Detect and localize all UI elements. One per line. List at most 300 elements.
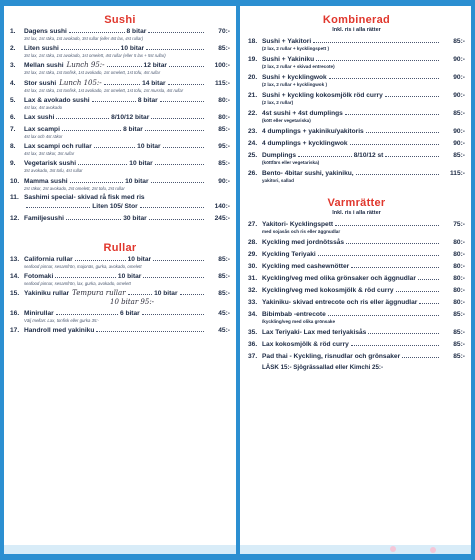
- item-portion: 30 bitar: [123, 214, 147, 222]
- handwritten-note: Tempura rullar: [72, 289, 126, 298]
- dot-leader: [66, 214, 121, 220]
- menu-item: [10, 309, 230, 323]
- menu-item: [248, 328, 465, 337]
- dot-leader: [26, 202, 90, 208]
- menu-item-line: [10, 96, 230, 105]
- item-number: 18.: [248, 38, 258, 45]
- menu-item: [10, 125, 230, 139]
- menu-item-line: [248, 328, 465, 337]
- menu-item: [248, 73, 465, 88]
- menu-item: [248, 37, 465, 52]
- item-description: (2 lax, 2 rullar + skivad entrecote): [262, 64, 335, 69]
- menu-item-line: [248, 151, 465, 160]
- dot-leader: [128, 289, 152, 295]
- item-name: Dagens sushi: [24, 28, 67, 35]
- item-name: Liten sushi: [24, 45, 59, 53]
- item-name: Bento- 4bitar sushi, yakiniku,: [262, 170, 354, 177]
- item-number: 15.: [10, 290, 20, 298]
- sushi-list: [10, 27, 230, 223]
- menu-item: [10, 289, 230, 306]
- item-name: Fotomaki: [24, 273, 54, 281]
- rullar-section-title: Rullar: [103, 241, 137, 254]
- footer-drinks: [248, 364, 465, 372]
- item-description: (2 lax, 2 rullar): [262, 100, 294, 105]
- menu-item: [248, 139, 465, 148]
- item-price: 80:-: [453, 287, 465, 294]
- dot-leader: [104, 79, 140, 85]
- item-portion: 14 bitar: [142, 79, 166, 87]
- kombinerad-section-title: Kombinerad: [322, 14, 391, 26]
- item-price: 95:-: [218, 143, 231, 151]
- dot-leader: [140, 202, 204, 208]
- menu-item: [10, 142, 230, 156]
- handwritten-note: Lunch 105:-: [59, 78, 102, 87]
- menu-item: [248, 310, 465, 325]
- item-price: 80:-: [453, 263, 465, 270]
- menu-item-line: [10, 255, 230, 264]
- menu-item: [248, 286, 465, 295]
- item-number: 7.: [10, 126, 16, 134]
- item-name: Kyckling/veg med kokosmjölk & röd curry: [262, 287, 394, 294]
- item-name: Lax scampi: [24, 126, 60, 134]
- item-number: 2.: [10, 45, 16, 53]
- item-description: 4st lax, 1st räka, 1st tonfisk, 1st avokado, 1st omelett, 1st tofu, 1st mussla, 4st rullar: [24, 87, 184, 93]
- dot-leader: [385, 151, 439, 157]
- dot-leader: [151, 177, 204, 183]
- item-number: 37.: [248, 353, 258, 360]
- menu-item: [10, 214, 230, 223]
- item-name: Handroll med yakiniku: [24, 327, 95, 335]
- dot-leader: [107, 61, 142, 67]
- item-name: Kyckling/veg med olika grönsaker och äggnudlar: [262, 275, 416, 282]
- item-number: 4.: [10, 79, 16, 87]
- item-number: 6.: [10, 114, 16, 122]
- menu-item: [10, 326, 230, 335]
- item-name: Lax scampi och rullar: [24, 143, 92, 151]
- item-price: 85:-: [218, 255, 231, 263]
- menu-item-line: [248, 274, 465, 283]
- item-name: Sushi + kyckling kokosmjölk röd curry: [262, 92, 383, 99]
- item-price: 90:-: [453, 92, 465, 99]
- dot-leader: [351, 262, 439, 268]
- item-portion: 12 bitar: [143, 62, 167, 70]
- item-description: (kött eller vegetariska): [262, 118, 311, 123]
- item-name: Dumplings: [262, 152, 297, 159]
- item-name: California rullar: [24, 255, 73, 263]
- item-number: 32.: [248, 287, 258, 294]
- item-number: 21.: [248, 92, 258, 99]
- item-description: yakitori, sallad: [262, 178, 294, 183]
- item-name: Familjesushi: [24, 214, 64, 222]
- item-name: Kyckling Teriyaki: [262, 251, 316, 258]
- menu-item: [10, 96, 230, 110]
- menu-item-line: [248, 127, 465, 136]
- item-name: Lax sushi: [24, 114, 55, 122]
- dot-leader: [142, 309, 204, 315]
- menu-item: [10, 255, 230, 269]
- menu-item-line: [248, 262, 465, 271]
- item-description: 3st lax, 1st räka, 1st avokado, 1st omelett, 4st rullar (eller 5 lax + 5st rullar): [24, 53, 166, 59]
- dot-leader: [145, 125, 204, 131]
- dot-leader: [148, 27, 204, 33]
- item-description: seafood pinnar, sesamfrön, majonäs, gurka, avokado, omelett: [24, 263, 142, 269]
- item-number: 27.: [248, 221, 258, 228]
- handwritten-note: 10 bitar 95:-: [110, 298, 155, 307]
- item-name: Bibimbab -entrecote: [262, 311, 326, 318]
- item-name: Lax & avokado sushi: [24, 96, 90, 104]
- menu-item: [248, 151, 465, 166]
- item-description: 4st lax och 4st räkor: [24, 134, 63, 140]
- menu-item-line: [10, 309, 230, 318]
- item-description: 3st lax, 1st räka, 1st avokado, 3st rullar (eller 4st lax, 4st rullar): [24, 36, 144, 41]
- item-price: 80:-: [453, 251, 465, 258]
- dot-leader: [351, 340, 439, 346]
- menu-item: [248, 250, 465, 259]
- menu-item-line: [248, 250, 465, 259]
- menu-item-line: [248, 238, 465, 247]
- menu-item: [248, 262, 465, 271]
- menu-item: [248, 109, 465, 124]
- dot-leader: [385, 91, 439, 97]
- dot-leader: [313, 37, 439, 43]
- item-price: 90:-: [218, 177, 231, 185]
- item-number: 28.: [248, 239, 258, 246]
- dot-leader: [55, 272, 116, 278]
- menu-item-line: [10, 194, 230, 202]
- item-number: 26.: [248, 170, 258, 177]
- item-price: 70:-: [218, 28, 231, 35]
- menu-item-line: [10, 79, 230, 88]
- item-price: 85:-: [218, 273, 230, 281]
- menu-item: [248, 298, 465, 307]
- menu-item-line: [248, 298, 465, 307]
- menu-item: [10, 79, 230, 93]
- footer-text: LÄSK 15:- Sjögrässallad eller Kimchi 25:-: [262, 364, 384, 371]
- item-number: 36.: [248, 341, 258, 348]
- item-number: 9.: [10, 160, 16, 168]
- dot-leader: [396, 286, 439, 292]
- dot-leader: [418, 274, 439, 280]
- menu-item: [248, 55, 465, 70]
- menu-item: [248, 274, 465, 283]
- sushi-section-title: Sushi: [104, 14, 136, 26]
- dot-leader: [366, 127, 439, 133]
- dot-leader: [149, 214, 204, 220]
- menu-item-line: [10, 142, 230, 151]
- item-name: Sushi + Yakitori: [262, 38, 312, 45]
- item-description: 2st räkor, 2st avokado, 2st omelett, 2st tofu, 2st rullar: [24, 185, 125, 191]
- item-portion: 8 bitar: [126, 28, 147, 35]
- menu-item-line: [10, 214, 230, 223]
- item-number: 29.: [248, 251, 258, 258]
- item-price: 90:-: [453, 140, 465, 147]
- dot-leader: [56, 309, 118, 315]
- menu-item-line: [10, 113, 230, 122]
- item-portion: 10 bitar: [127, 255, 152, 263]
- footer-decoration-right: [240, 545, 471, 554]
- item-number: 19.: [248, 56, 258, 63]
- kombinerad-list: [248, 37, 465, 184]
- dot-leader: [70, 177, 123, 183]
- item-description: seafood pinnar, sesamfrön, lax, gurka, avokado, omelett: [24, 281, 131, 287]
- item-portion: 10 bitar: [125, 177, 149, 185]
- item-portion: 10 bitar: [154, 290, 178, 298]
- left-menu-panel: [4, 6, 236, 554]
- item-description: 3st avokado, 3st tofu, 4st rullar: [24, 168, 83, 174]
- item-name: 4 dumplings + yakiniku/yakitoris: [262, 128, 364, 135]
- item-price: 90:-: [453, 56, 465, 63]
- item-number: 1.: [10, 28, 16, 35]
- item-price: 85:-: [218, 126, 230, 134]
- item-name: Sushi + Yakiniku: [262, 56, 315, 63]
- item-name: Sashimi special- skivad rå fisk med ris: [24, 193, 145, 201]
- menu-item-line: [10, 27, 230, 36]
- item-name: Kyckling med jordnötssås: [262, 239, 345, 246]
- item-description: Välj mellan: Lax, tonfisk eller gurka 35:-: [24, 318, 99, 324]
- dot-leader: [356, 169, 439, 175]
- item-portion: 8/10/12 bitar: [111, 114, 150, 122]
- item-portion: 10 bitar: [129, 160, 153, 168]
- dot-leader: [335, 220, 439, 226]
- menu-item: [248, 169, 465, 184]
- item-price: 85:-: [218, 160, 231, 168]
- dot-leader: [180, 289, 204, 295]
- item-price: 140:-: [214, 202, 230, 210]
- dot-leader: [318, 250, 439, 256]
- dot-leader: [96, 326, 204, 332]
- item-price: 85:-: [453, 152, 465, 159]
- menu-item-line: [10, 326, 230, 335]
- item-number: 24.: [248, 140, 258, 147]
- item-portion: 10 bitar: [120, 45, 145, 53]
- menu-item-line: [248, 220, 465, 229]
- menu-item-line: [248, 286, 465, 295]
- item-price: 100:-: [214, 62, 230, 70]
- item-number: 3.: [10, 62, 16, 70]
- dot-leader: [146, 44, 204, 50]
- dot-leader: [69, 27, 125, 33]
- menu-item-line: [248, 310, 465, 319]
- dot-leader: [350, 139, 439, 145]
- menu-item: [248, 91, 465, 106]
- menu-item-line: [10, 61, 230, 70]
- item-number: 30.: [248, 263, 258, 270]
- item-name: Yakiniku- skivad entrecote och ris eller äggnudlar: [262, 299, 418, 306]
- menu-item-line: [10, 289, 230, 298]
- item-price: 85:-: [218, 45, 230, 53]
- item-description: 4st lax, 3st räkor, 3st rullar: [24, 151, 75, 157]
- menu-item: [10, 44, 230, 58]
- item-number: 34.: [248, 311, 258, 318]
- handwritten-note: Lunch 95:-: [66, 61, 105, 70]
- item-description: /kyckling/veg med olika grönsake: [262, 319, 336, 324]
- dot-leader: [346, 238, 439, 244]
- rullar-list: [10, 255, 230, 336]
- dot-leader: [168, 79, 204, 85]
- dot-leader: [419, 298, 439, 304]
- dot-leader: [368, 328, 439, 334]
- item-price: 45:-: [218, 310, 231, 318]
- item-name: Lax Teriyaki- Lax med teriyakisås: [262, 329, 367, 336]
- item-price: 85:-: [453, 353, 465, 360]
- menu-item-line: [248, 109, 465, 118]
- item-name: 4 dumplings + kycklingwok: [262, 140, 348, 147]
- item-portion: 8 bitar: [123, 126, 143, 134]
- item-number: 10.: [10, 177, 20, 185]
- item-price: 75:-: [453, 221, 465, 228]
- menu-item: [10, 272, 230, 286]
- menu-item-line: [10, 272, 230, 281]
- item-description: 3st lax, 1st räka, 1st tonfisk, 1st avokado, 1st omelett, 1st tofu, 4st rullar: [24, 70, 161, 76]
- item-number: 33.: [248, 299, 258, 306]
- item-price: 80:-: [453, 239, 465, 246]
- item-number: 31.: [248, 275, 258, 282]
- item-description: med sojasås och ris eller äggnudlar: [262, 229, 341, 234]
- dot-leader: [92, 96, 136, 102]
- item-name: Vegetarisk sushi: [24, 160, 77, 168]
- varmratter-section-title: Varmrätter: [327, 197, 386, 209]
- menu-item-line: [10, 44, 230, 53]
- right-menu-panel: [240, 6, 471, 554]
- menu-item: [10, 27, 230, 41]
- item-price: 90:-: [453, 128, 465, 135]
- menu-item-line: [10, 159, 230, 168]
- menu-item: [10, 194, 230, 211]
- blossom-icon: [390, 546, 396, 552]
- menu-item: [248, 127, 465, 136]
- item-number: 11.: [10, 193, 19, 201]
- item-name: Mamma sushi: [24, 177, 68, 185]
- item-description: (köttfärs eller vegetariska): [262, 160, 320, 165]
- item-price: 85:-: [453, 311, 465, 318]
- item-name: Stor sushi: [24, 79, 57, 87]
- dot-leader: [61, 44, 119, 50]
- item-name: Pad thai - Kyckling, risnudlar och grönsaker: [262, 353, 401, 360]
- item-number: 22.: [248, 110, 258, 117]
- item-price: 80:-: [453, 299, 465, 306]
- item-number: 23.: [248, 128, 258, 135]
- item-price: 80:-: [218, 114, 231, 122]
- dot-leader: [94, 142, 135, 148]
- dot-leader: [345, 109, 439, 115]
- item-price: 90:-: [453, 74, 465, 81]
- dot-leader: [143, 272, 204, 278]
- dot-leader: [155, 159, 204, 165]
- menu-item: [248, 238, 465, 247]
- item-name: Lax kokosmjölk & röd curry: [262, 341, 349, 348]
- menu-item: [248, 352, 465, 361]
- menu-item-line: [248, 91, 465, 100]
- dot-leader: [153, 255, 204, 261]
- menu-item-line: [248, 37, 465, 46]
- menu-item: [10, 61, 230, 75]
- varmratter-list: [248, 220, 465, 361]
- item-name: Sushi + kycklingwok: [262, 74, 327, 81]
- menu-item-line: [248, 352, 465, 361]
- item-name: Minirullar: [24, 310, 54, 318]
- item-price: 85:-: [218, 290, 231, 298]
- item-number: 12.: [10, 214, 20, 222]
- item-number: 35.: [248, 329, 258, 336]
- item-price: 85:-: [453, 38, 465, 45]
- item-number: 16.: [10, 310, 20, 318]
- menu-item-line: [10, 125, 230, 134]
- item-portion: Liten 105/ Stor: [92, 202, 138, 210]
- item-price: 115:-: [214, 79, 230, 87]
- dot-leader: [402, 352, 439, 358]
- kombinerad-subtitle: Inkl. ris i alla rätter: [332, 27, 381, 33]
- item-name: 4st sushi + 4st dumplings: [262, 110, 343, 117]
- footer-decoration: [4, 545, 236, 554]
- dot-leader: [151, 113, 204, 119]
- menu-item: [10, 113, 230, 122]
- dot-leader: [78, 159, 127, 165]
- item-price: 85:-: [453, 110, 465, 117]
- menu-item: [10, 177, 230, 191]
- blossom-icon: [430, 547, 436, 553]
- item-price: 245:-: [214, 214, 231, 222]
- item-number: 5.: [10, 96, 16, 104]
- item-number: 25.: [248, 152, 258, 159]
- item-number: 8.: [10, 143, 16, 151]
- menu-item: [10, 159, 230, 173]
- item-description: 4st lax, 4st avokado: [24, 104, 62, 110]
- item-description: (2 lax, 2 rullar + kycklingwok ): [262, 82, 327, 87]
- item-portion: 10 bitar: [117, 273, 142, 281]
- dot-leader: [160, 96, 204, 102]
- item-name: Yakiniku rullar: [24, 290, 70, 298]
- menu-item-line: [248, 55, 465, 64]
- item-price: 45:-: [218, 327, 230, 335]
- item-portion: 8/10/12 st: [353, 152, 384, 159]
- menu-item-line: [248, 73, 465, 82]
- dot-leader: [298, 151, 352, 157]
- dot-leader: [329, 73, 439, 79]
- item-price: 80:-: [453, 275, 465, 282]
- menu-item-line: [10, 177, 230, 186]
- dot-leader: [75, 255, 126, 261]
- menu-item-line: [248, 169, 465, 178]
- item-name: Mellan sushi: [24, 62, 64, 70]
- item-description: (2 lax, 2 rullar + kycklingspett ): [262, 46, 330, 51]
- item-number: 20.: [248, 74, 258, 81]
- item-name: Kyckling med cashewnötter: [262, 263, 350, 270]
- menu-item: [248, 220, 465, 235]
- item-number: 13.: [10, 255, 20, 263]
- menu-item-line-2: [10, 202, 230, 211]
- dot-leader: [62, 125, 121, 131]
- item-portion: 6 bitar: [119, 310, 140, 318]
- item-name: Yakitori- Kycklingspett: [262, 221, 334, 228]
- dot-leader: [56, 113, 109, 119]
- menu-item-line: [248, 139, 465, 148]
- dot-leader: [163, 142, 204, 148]
- dot-leader: [316, 55, 439, 61]
- menu-item-line: [248, 340, 465, 349]
- dot-leader: [328, 310, 439, 316]
- item-price: 115:-: [449, 170, 465, 177]
- item-price: 80:-: [218, 96, 231, 104]
- item-price: 85:-: [453, 329, 465, 336]
- item-number: 17.: [10, 327, 20, 335]
- menu-item: [248, 340, 465, 349]
- item-portion: 8 bitar: [137, 96, 158, 104]
- item-price: 85:-: [453, 341, 465, 348]
- item-number: 14.: [10, 273, 20, 281]
- dot-leader: [169, 61, 204, 67]
- varmratter-subtitle: Inkl. ris i alla rätter: [332, 210, 381, 216]
- item-portion: 10 bitar: [137, 143, 161, 151]
